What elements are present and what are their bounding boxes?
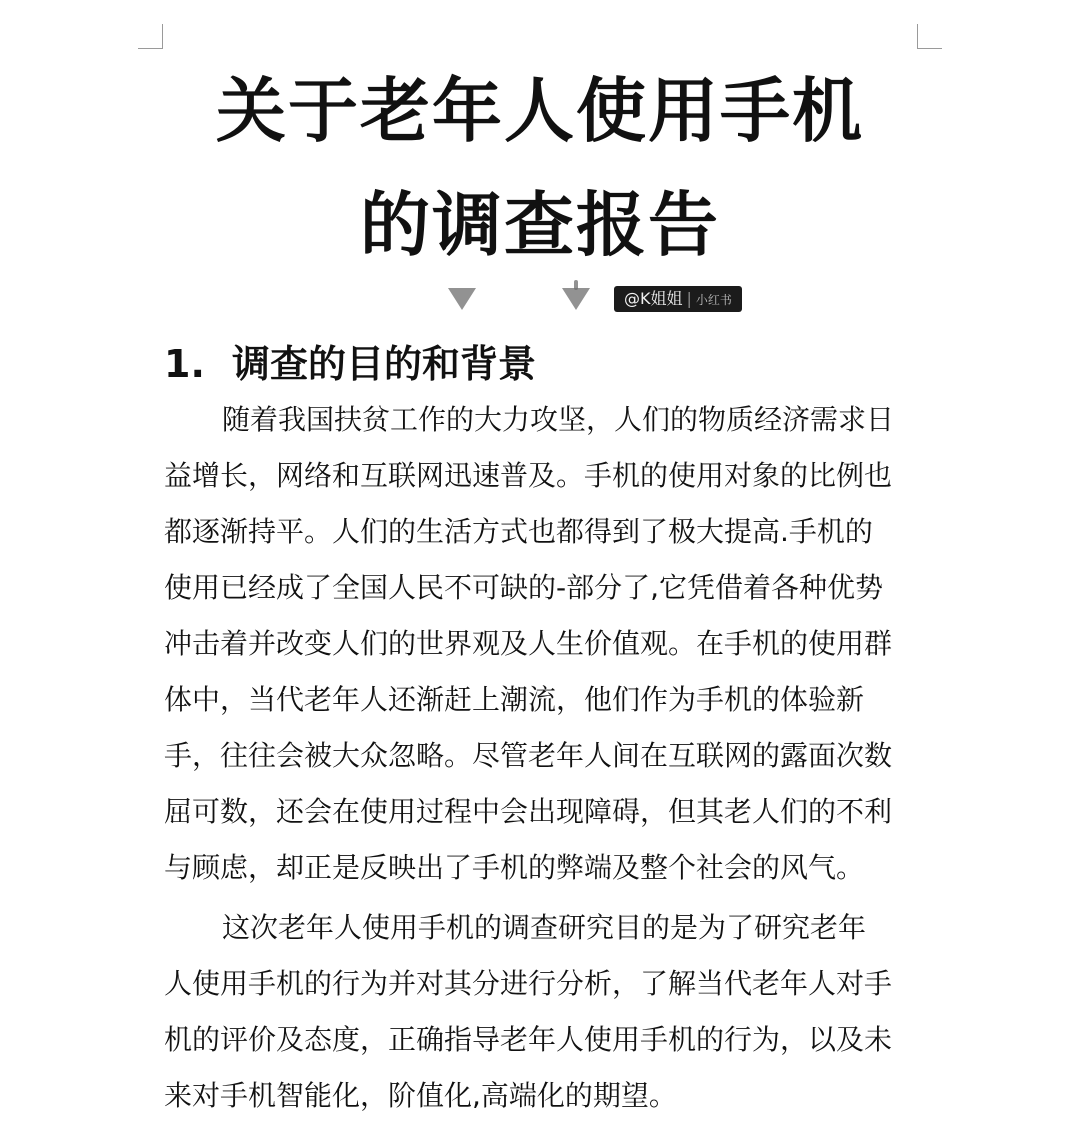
paragraph-line: 这次老年人使用手机的调查研究目的是为了研究老年	[222, 911, 867, 944]
section-number: 1.	[164, 342, 205, 386]
paragraph-line: 益增长，网络和互联网迅速普及。手机的使用对象的比例也	[164, 459, 893, 492]
watermark-user: @K姐姐	[624, 289, 683, 308]
watermark-label: @K姐姐 | 小红书	[614, 286, 742, 312]
paragraph-background	[164, 392, 924, 896]
paragraph-line: 来对手机智能化，阶值化,高端化的期望。	[164, 1079, 677, 1112]
section-title: 调查的目的和背景	[232, 342, 537, 386]
paragraph-line: 与顾虑，却正是反映出了手机的弊端及整个社会的风气。	[164, 851, 865, 884]
paragraph-line: 手，往往会被大众忽略。尽管老年人间在互联网的露面次数	[164, 739, 893, 772]
watermark	[440, 276, 760, 324]
paragraph-line: 人使用手机的行为并对其分进行分析，了解当代老年人对手	[164, 967, 893, 1000]
paragraph-line: 机的评价及态度，正确指导老年人使用手机的行为，以及未	[164, 1023, 893, 1056]
triangle-marker-icon	[448, 288, 476, 310]
paragraph-purpose	[164, 900, 924, 1124]
triangle-marker-icon	[562, 288, 590, 310]
crop-mark-top-left	[138, 24, 163, 49]
document-title-line-1: 关于老年人使用手机	[216, 70, 864, 152]
paragraph-line: 屈可数，还会在使用过程中会出现障碍，但其老人们的不利	[164, 795, 893, 828]
paragraph-line: 都逐渐持平。人们的生活方式也都得到了极大提高.手机的	[164, 515, 873, 548]
paragraph-line: 使用已经成了全国人民不可缺的-部分了,它凭借着各种优势	[164, 571, 884, 604]
paragraph-line: 冲击着并改变人们的世界观及人生价值观。在手机的使用群	[164, 627, 893, 660]
paragraph-line: 体中，当代老年人还渐赶上潮流，他们作为手机的体验新	[164, 683, 865, 716]
crop-mark-top-right	[917, 24, 942, 49]
watermark-app: 小红书	[695, 293, 732, 307]
section-heading	[164, 336, 536, 392]
document-title-line-2: 的调查报告	[360, 184, 720, 266]
paragraph-line: 随着我国扶贫工作的大力攻坚，人们的物质经济需求日	[222, 403, 895, 436]
